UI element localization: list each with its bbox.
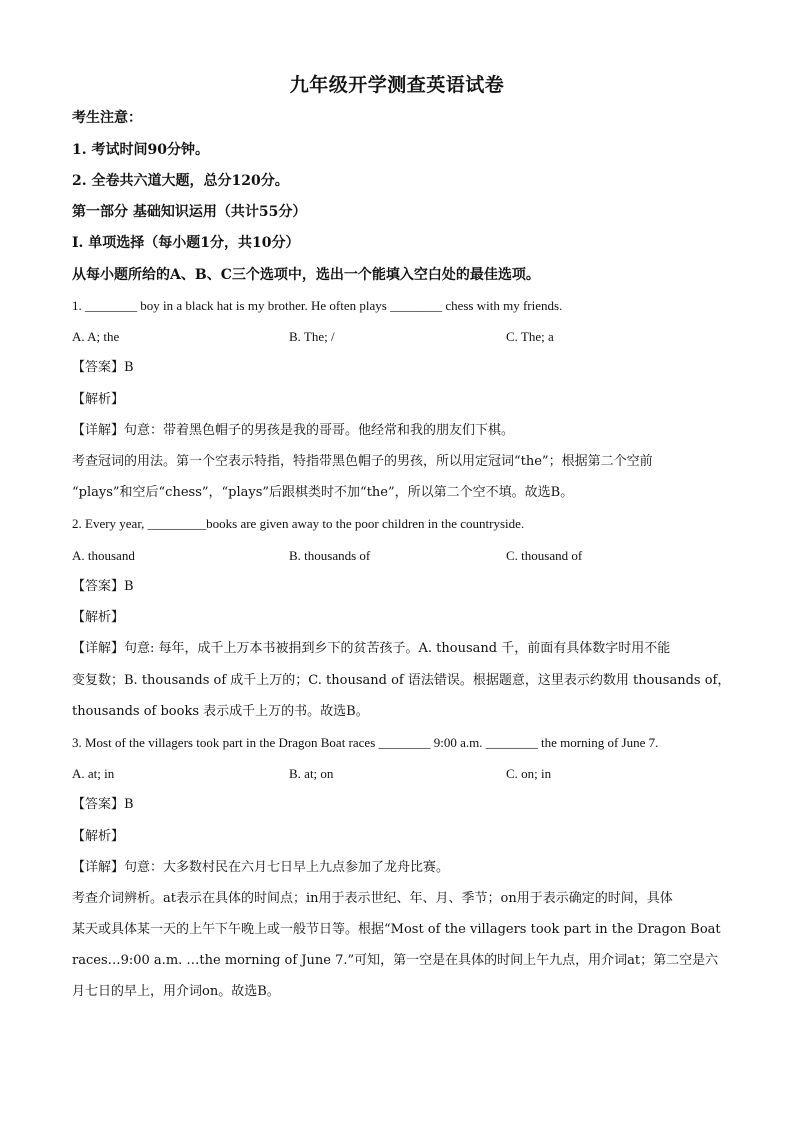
detail-1-line-3: “plays”和空后“chess”，“plays”后跟棋类时不加“the”，所以第二个空不填。故选B。 (72, 485, 574, 500)
analysis-2: 【解析】 (72, 610, 125, 625)
analysis-1: 【解析】 (72, 392, 125, 407)
section-instruction: 从每小题所给的A、B、C三个选项中，选出一个能填入空白处的最佳选项。 (72, 267, 540, 283)
detail-1-line-2: 考查冠词的用法。第一个空表示特指，特指带黑色帽子的男孩，所以用定冠词“the”；根据第二个空前 (72, 454, 653, 469)
answer-1: 【答案】B (72, 360, 134, 375)
detail-3-line-3: 某天或具体某一天的上午下午晚上或一般节日等。根据“Most of the villagers took part in the Dragon Boat (72, 922, 721, 937)
question-stem-1: 1. ________ boy in a black hat is my brother. He often plays ________ chess with my friends. (72, 298, 563, 313)
option-a-1: A. A; the (72, 329, 120, 344)
analysis-3: 【解析】 (72, 829, 125, 844)
option-c-3: C. on; in (506, 766, 552, 781)
detail-3-line-1: 【详解】句意：大多数村民在六月七日早上九点参加了龙舟比赛。 (72, 860, 450, 875)
section-heading: Ⅰ. 单项选择（每小题1分，共10分） (72, 235, 300, 251)
part-heading: 第一部分 基础知识运用（共计55分） (72, 204, 307, 220)
option-c-1: C. The; a (506, 329, 554, 344)
notice-item-2: 2. 全卷共六道大题，总分120分。 (72, 173, 289, 189)
option-b-2: B. thousands of (289, 548, 371, 563)
question-stem-3: 3. Most of the villagers took part in the Dragon Boat races ________ 9:00 a.m. ________ the morning of June 7. (72, 735, 659, 750)
detail-2-line-3: thousands of books 表示成千上万的书。故选B。 (72, 704, 369, 719)
option-b-1: B. The; / (289, 329, 335, 344)
option-a-2: A. thousand (72, 548, 135, 563)
answer-3: 【答案】B (72, 797, 134, 812)
detail-2-line-2: 变复数；B. thousands of 成千上万的；C. thousand of 语法错误。根据题意，这里表示约数用 thousands of， (72, 673, 731, 688)
detail-2-line-1: 【详解】句意: 每年，成千上万本书被捐到乡下的贫苦孩子。A. thousand 千，前面有具体数字时用不能 (72, 641, 671, 656)
option-b-3: B. at; on (289, 766, 334, 781)
answer-2: 【答案】B (72, 579, 134, 594)
question-stem-2: 2. Every year, _________books are given away to the poor children in the countryside. (72, 516, 525, 531)
detail-1-line-1: 【详解】句意：带着黑色帽子的男孩是我的哥哥。他经常和我的朋友们下棋。 (72, 423, 515, 438)
option-c-2: C. thousand of (506, 548, 583, 563)
page-title: 九年级开学测查英语试卷 (289, 74, 505, 96)
detail-3-line-4: races…9:00 a.m. …the morning of June 7.”可知，第一空是在具体的时间上午九点，用介词at；第二空是六 (72, 953, 719, 968)
detail-3-line-2: 考查介词辨析。at表示在具体的时间点；in用于表示世纪、年、月、季节；on用于表示确定的时间，具体 (72, 891, 673, 906)
notice-item-1: 1. 考试时间90分钟。 (72, 142, 209, 158)
option-a-3: A. at; in (72, 766, 115, 781)
notice-heading: 考生注意： (72, 110, 142, 126)
detail-3-line-5: 月七日的早上，用介词on。故选B。 (72, 984, 280, 999)
